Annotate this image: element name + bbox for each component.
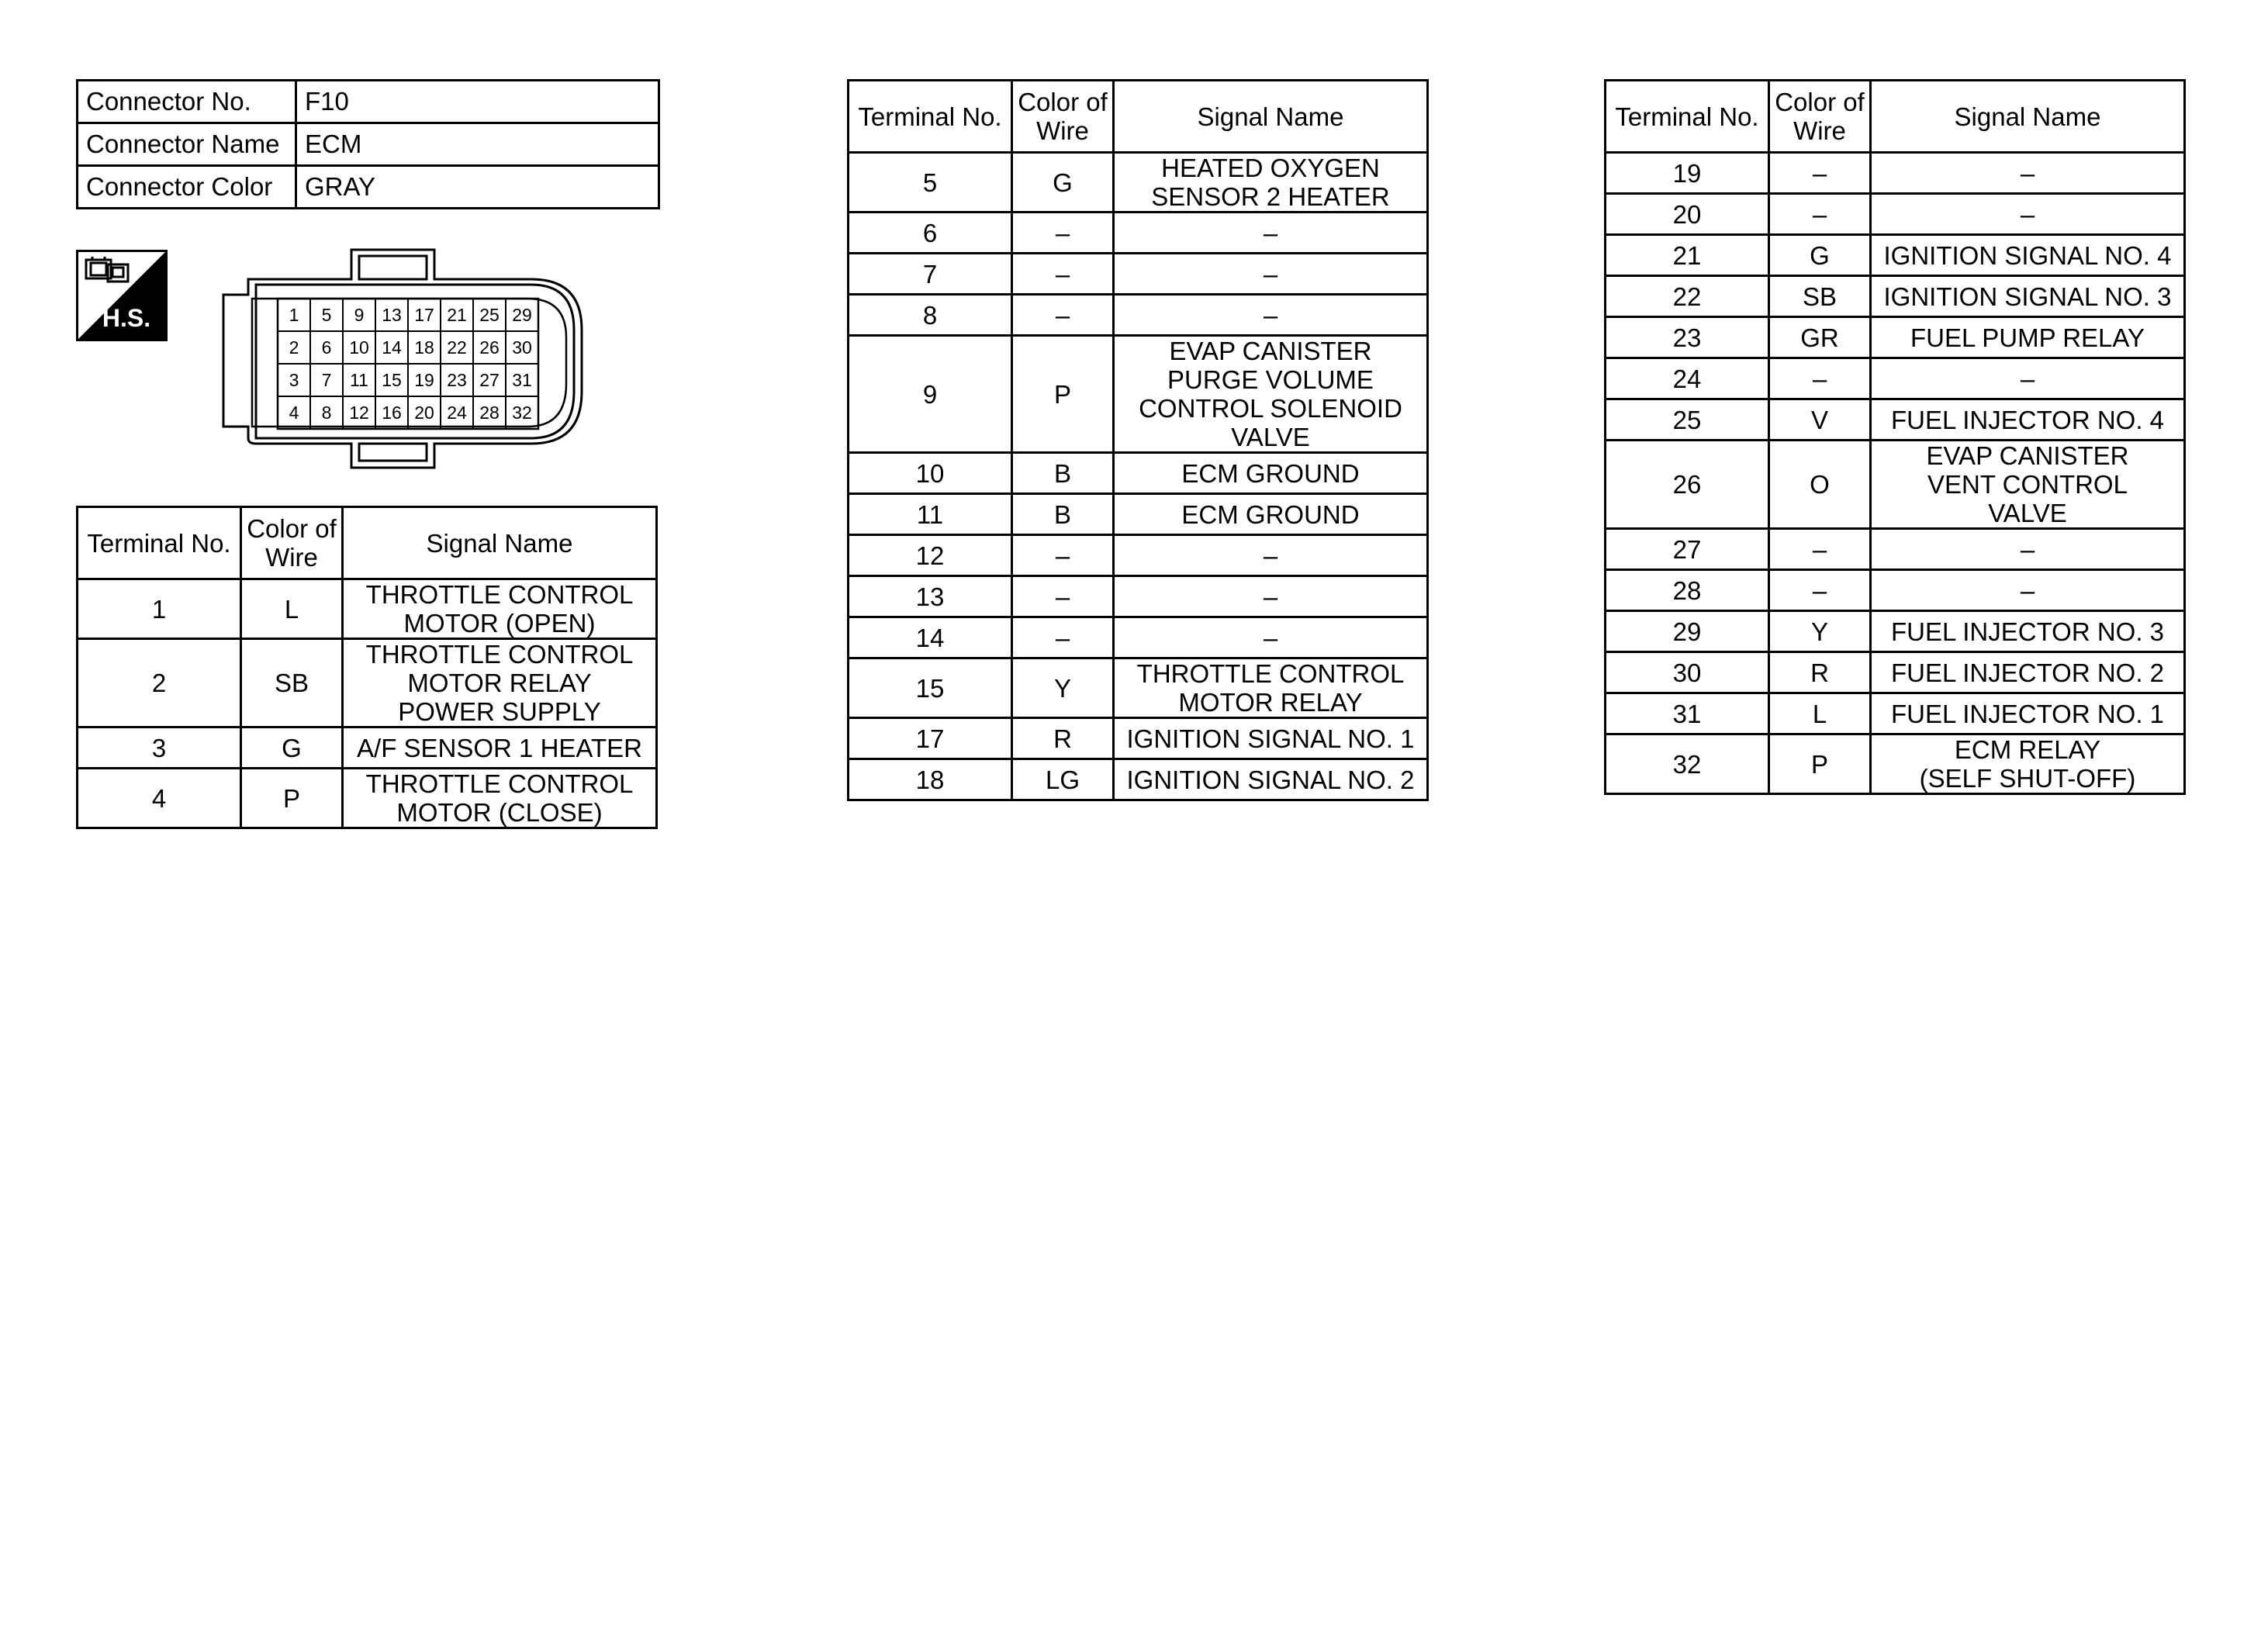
table-row xyxy=(78,769,657,828)
pin-number: 8 xyxy=(321,403,332,423)
wire-color-cell: – xyxy=(1769,529,1871,570)
wire-color-cell: R xyxy=(1769,652,1871,693)
wire-color-cell: P xyxy=(1769,734,1871,794)
terminal-no-cell: 9 xyxy=(849,336,1012,453)
signal-name-cell: ECM GROUND xyxy=(1114,494,1428,535)
wire-color-cell: L xyxy=(241,579,343,639)
terminal-no-cell: 5 xyxy=(849,153,1012,213)
signal-name-cell: HEATED OXYGEN SENSOR 2 HEATER xyxy=(1114,153,1428,213)
wire-color-cell: O xyxy=(1769,441,1871,529)
table-row xyxy=(78,728,657,769)
connector-info-table xyxy=(76,79,660,209)
table-row xyxy=(849,718,1428,759)
signal-name-cell: – xyxy=(1871,529,2185,570)
signal-name-cell: FUEL INJECTOR NO. 2 xyxy=(1871,652,2185,693)
table-row xyxy=(1606,194,2185,235)
table-row xyxy=(849,494,1428,535)
pin-number: 15 xyxy=(382,370,402,390)
terminal-table-1 xyxy=(76,506,658,829)
wire-color-cell: L xyxy=(1769,693,1871,734)
header-signal-name: Signal Name xyxy=(343,507,657,579)
signal-name-cell: EVAP CANISTER PURGE VOLUME CONTROL SOLENOID VALVE xyxy=(1114,336,1428,453)
table-row xyxy=(1606,611,2185,652)
table-row xyxy=(1606,276,2185,317)
pin-number: 28 xyxy=(479,403,500,423)
wire-color-cell: – xyxy=(1769,153,1871,194)
wire-color-cell: – xyxy=(1012,295,1114,336)
table-header-row xyxy=(78,507,657,579)
wire-color-cell: B xyxy=(1012,453,1114,494)
terminal-no-cell: 6 xyxy=(849,213,1012,254)
table-row xyxy=(849,295,1428,336)
wire-color-cell: LG xyxy=(1012,759,1114,800)
hs-icon-label: H.S. xyxy=(102,304,151,332)
signal-name-cell: IGNITION SIGNAL NO. 3 xyxy=(1871,276,2185,317)
terminal-no-cell: 25 xyxy=(1606,399,1769,441)
terminal-no-cell: 4 xyxy=(78,769,241,828)
table-row xyxy=(849,213,1428,254)
signal-name-cell: FUEL INJECTOR NO. 4 xyxy=(1871,399,2185,441)
wire-color-cell: B xyxy=(1012,494,1114,535)
table-header-row xyxy=(849,81,1428,153)
connector-name-row xyxy=(78,123,659,166)
pin-number: 24 xyxy=(447,403,467,423)
terminal-no-cell: 8 xyxy=(849,295,1012,336)
header-color-of-wire: Color of Wire xyxy=(241,507,343,579)
signal-name-cell: THROTTLE CONTROL MOTOR RELAY POWER SUPPLY xyxy=(343,639,657,728)
terminal-no-cell: 14 xyxy=(849,617,1012,658)
pin-number: 5 xyxy=(321,305,332,325)
terminal-no-cell: 21 xyxy=(1606,235,1769,276)
table-row xyxy=(1606,693,2185,734)
table-row xyxy=(849,336,1428,453)
pin-number: 1 xyxy=(289,305,299,325)
pin-number: 12 xyxy=(349,403,369,423)
terminal-no-cell: 24 xyxy=(1606,358,1769,399)
table-row xyxy=(78,579,657,639)
table-row xyxy=(1606,441,2185,529)
terminal-no-cell: 13 xyxy=(849,576,1012,617)
signal-name-cell: ECM RELAY (SELF SHUT-OFF) xyxy=(1871,734,2185,794)
wire-color-cell: Y xyxy=(1769,611,1871,652)
table-row xyxy=(1606,529,2185,570)
table-row xyxy=(849,576,1428,617)
signal-name-cell: IGNITION SIGNAL NO. 2 xyxy=(1114,759,1428,800)
connector-color-value: GRAY xyxy=(296,166,659,209)
signal-name-cell: – xyxy=(1114,254,1428,295)
signal-name-cell: IGNITION SIGNAL NO. 1 xyxy=(1114,718,1428,759)
terminal-no-cell: 26 xyxy=(1606,441,1769,529)
pin-number: 32 xyxy=(512,403,532,423)
pin-number: 2 xyxy=(289,337,299,358)
header-terminal-no: Terminal No. xyxy=(849,81,1012,153)
wire-color-cell: P xyxy=(241,769,343,828)
terminal-no-cell: 17 xyxy=(849,718,1012,759)
wire-color-cell: – xyxy=(1769,194,1871,235)
table-row xyxy=(849,658,1428,718)
terminal-no-cell: 12 xyxy=(849,535,1012,576)
signal-name-cell: – xyxy=(1871,153,2185,194)
harness-side-graphic xyxy=(78,252,165,339)
wire-color-cell: – xyxy=(1769,570,1871,611)
pin-number: 6 xyxy=(321,337,332,358)
wire-color-cell: Y xyxy=(1012,658,1114,718)
pin-number: 27 xyxy=(479,370,500,390)
table-row xyxy=(1606,652,2185,693)
pin-number: 31 xyxy=(512,370,532,390)
signal-name-cell: EVAP CANISTER VENT CONTROL VALVE xyxy=(1871,441,2185,529)
wire-color-cell: G xyxy=(1012,153,1114,213)
terminal-no-cell: 22 xyxy=(1606,276,1769,317)
header-terminal-no: Terminal No. xyxy=(1606,81,1769,153)
signal-name-cell: THROTTLE CONTROL MOTOR RELAY xyxy=(1114,658,1428,718)
pin-number: 26 xyxy=(479,337,500,358)
table-row xyxy=(849,254,1428,295)
signal-name-cell: A/F SENSOR 1 HEATER xyxy=(343,728,657,769)
header-signal-name: Signal Name xyxy=(1114,81,1428,153)
signal-name-cell: – xyxy=(1114,617,1428,658)
connector-no-row xyxy=(78,81,659,123)
signal-name-cell: IGNITION SIGNAL NO. 4 xyxy=(1871,235,2185,276)
table-row xyxy=(849,759,1428,800)
signal-name-cell: – xyxy=(1114,535,1428,576)
pin-number: 29 xyxy=(512,305,532,325)
table-row xyxy=(849,153,1428,213)
connector-color-label: Connector Color xyxy=(78,166,296,209)
header-terminal-no: Terminal No. xyxy=(78,507,241,579)
header-color-of-wire: Color of Wire xyxy=(1769,81,1871,153)
harness-side-icon xyxy=(76,250,168,341)
pin-number: 16 xyxy=(382,403,402,423)
pin-number: 7 xyxy=(321,370,332,390)
terminal-no-cell: 32 xyxy=(1606,734,1769,794)
connector-name-value: ECM xyxy=(296,123,659,166)
wire-color-cell: P xyxy=(1012,336,1114,453)
table-row xyxy=(1606,570,2185,611)
pin-number: 22 xyxy=(447,337,467,358)
terminal-no-cell: 27 xyxy=(1606,529,1769,570)
wire-color-cell: R xyxy=(1012,718,1114,759)
terminal-no-cell: 11 xyxy=(849,494,1012,535)
connector-no-value: F10 xyxy=(296,81,659,123)
wire-color-cell: – xyxy=(1012,213,1114,254)
pin-grid xyxy=(278,299,538,429)
pin-number: 30 xyxy=(512,337,532,358)
table-row xyxy=(1606,734,2185,794)
signal-name-cell: – xyxy=(1871,570,2185,611)
terminal-table-2 xyxy=(847,79,1429,801)
wire-color-cell: – xyxy=(1012,535,1114,576)
terminal-no-cell: 23 xyxy=(1606,317,1769,358)
pin-number: 18 xyxy=(414,337,434,358)
terminal-no-cell: 18 xyxy=(849,759,1012,800)
wire-color-cell: – xyxy=(1012,576,1114,617)
terminal-no-cell: 15 xyxy=(849,658,1012,718)
terminal-no-cell: 30 xyxy=(1606,652,1769,693)
signal-name-cell: – xyxy=(1871,358,2185,399)
table-row xyxy=(849,535,1428,576)
signal-name-cell: FUEL INJECTOR NO. 3 xyxy=(1871,611,2185,652)
wire-color-cell: G xyxy=(1769,235,1871,276)
pin-number: 21 xyxy=(447,305,467,325)
pin-number: 23 xyxy=(447,370,467,390)
terminal-table-3 xyxy=(1604,79,2186,795)
table-row xyxy=(1606,153,2185,194)
wire-color-cell: – xyxy=(1769,358,1871,399)
signal-name-cell: – xyxy=(1114,213,1428,254)
signal-name-cell: – xyxy=(1871,194,2185,235)
pin-number: 11 xyxy=(350,370,368,390)
wire-color-cell: G xyxy=(241,728,343,769)
table-row xyxy=(1606,358,2185,399)
terminal-no-cell: 19 xyxy=(1606,153,1769,194)
table-row xyxy=(1606,399,2185,441)
terminal-no-cell: 29 xyxy=(1606,611,1769,652)
signal-name-cell: – xyxy=(1114,576,1428,617)
connector-diagram xyxy=(217,244,589,469)
wire-color-cell: SB xyxy=(241,639,343,728)
pin-number: 4 xyxy=(289,403,299,423)
header-color-of-wire: Color of Wire xyxy=(1012,81,1114,153)
wire-color-cell: – xyxy=(1012,617,1114,658)
terminal-no-cell: 1 xyxy=(78,579,241,639)
signal-name-cell: ECM GROUND xyxy=(1114,453,1428,494)
table-header-row xyxy=(1606,81,2185,153)
pin-number: 25 xyxy=(479,305,500,325)
terminal-no-cell: 31 xyxy=(1606,693,1769,734)
table-row xyxy=(849,453,1428,494)
table-row xyxy=(849,617,1428,658)
terminal-no-cell: 10 xyxy=(849,453,1012,494)
connector-color-row xyxy=(78,166,659,209)
wire-color-cell: GR xyxy=(1769,317,1871,358)
pin-number: 9 xyxy=(354,305,365,325)
pin-number: 17 xyxy=(414,305,434,325)
table-row xyxy=(1606,235,2185,276)
terminal-no-cell: 3 xyxy=(78,728,241,769)
connector-name-label: Connector Name xyxy=(78,123,296,166)
terminal-no-cell: 7 xyxy=(849,254,1012,295)
pin-number: 19 xyxy=(414,370,434,390)
wire-color-cell: – xyxy=(1012,254,1114,295)
terminal-no-cell: 2 xyxy=(78,639,241,728)
terminal-no-cell: 28 xyxy=(1606,570,1769,611)
connector-no-label: Connector No. xyxy=(78,81,296,123)
wire-color-cell: SB xyxy=(1769,276,1871,317)
wire-color-cell: V xyxy=(1769,399,1871,441)
signal-name-cell: THROTTLE CONTROL MOTOR (OPEN) xyxy=(343,579,657,639)
signal-name-cell: THROTTLE CONTROL MOTOR (CLOSE) xyxy=(343,769,657,828)
terminal-no-cell: 20 xyxy=(1606,194,1769,235)
signal-name-cell: FUEL INJECTOR NO. 1 xyxy=(1871,693,2185,734)
pin-number: 3 xyxy=(289,370,299,390)
pin-number: 14 xyxy=(382,337,402,358)
table-row xyxy=(1606,317,2185,358)
table-row xyxy=(78,639,657,728)
signal-name-cell: – xyxy=(1114,295,1428,336)
header-signal-name: Signal Name xyxy=(1871,81,2185,153)
pin-number: 20 xyxy=(414,403,434,423)
pin-number: 10 xyxy=(349,337,369,358)
signal-name-cell: FUEL PUMP RELAY xyxy=(1871,317,2185,358)
pin-number: 13 xyxy=(382,305,402,325)
